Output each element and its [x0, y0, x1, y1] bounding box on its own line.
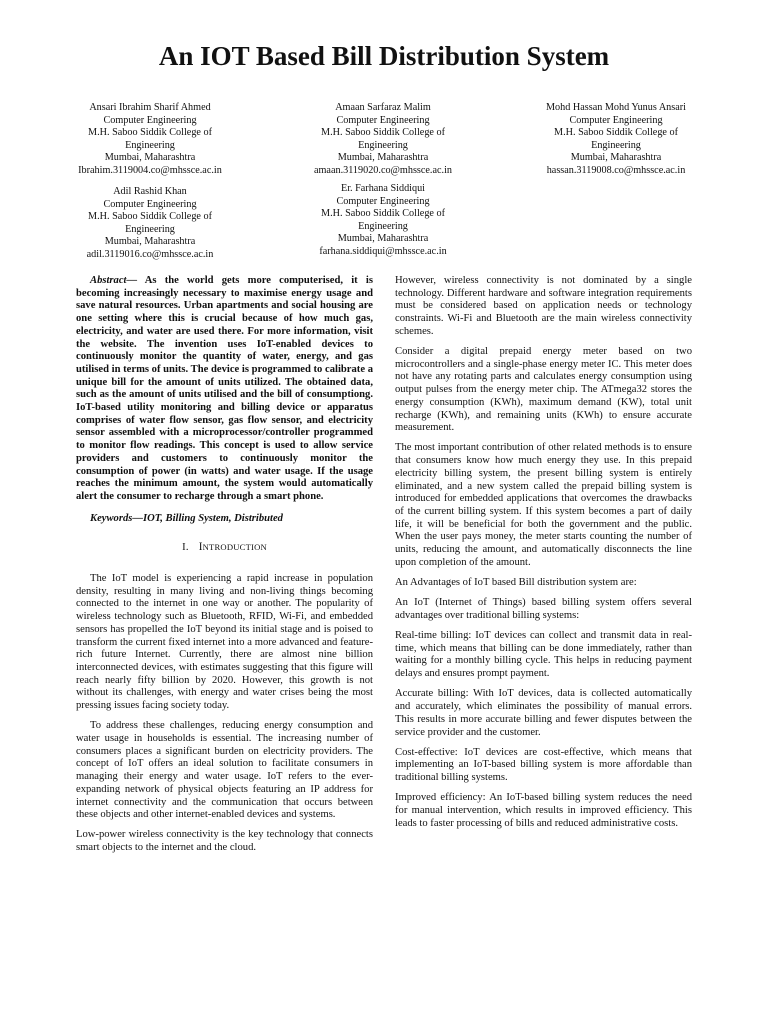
- paragraph: An IoT (Internet of Things) based billing system offers several advantages over traditional billing systems:: [395, 597, 692, 621]
- author-email: adil.3119016.co@mhssce.ac.in: [86, 248, 214, 260]
- abstract-text: As the world gets more computerised, it is becoming increasingly necessary to maximise energy usage and save natural resources. Urban apartments and social housing are one setting where this is crucial because of how much gas, electricity, and water are used there. For more information, visit the website. The invention uses IoT-enabled devices to continuously monitor the quantity of water, energy, and gas utilised in terms of units. The device is programmed to calibrate a unique bill for the amount of units utilized. The obtained data, such as the amount of units utilised and the bill of consumptiong. IoT-based utility monitoring and billing device or apparatus comprises of water flow sensor, gas flow sensor, and electricity sensor assembled with a microprocessor/controller programmed to monitor flow readings. This concept is used to allow service providers and customers to continuously monitor the consumption of power (in watts) and water usage. If the usage reaches the minimum amount, the system would automatically alert the consumer to recharge through a smart phone.: [76, 275, 373, 502]
- author-block: [268, 183, 498, 259]
- section-title-initial: I: [198, 541, 203, 554]
- author-college: M.H. Saboo Siddik College of: [321, 127, 445, 139]
- author-location: Mumbai, Maharashtra: [570, 152, 662, 164]
- author-location: Mumbai, Maharashtra: [337, 152, 429, 164]
- author-location: Mumbai, Maharashtra: [104, 236, 196, 248]
- right-column: [395, 275, 692, 838]
- section-number: I.: [182, 542, 189, 554]
- author-college: Engineering: [125, 139, 175, 151]
- author-block: [35, 186, 265, 262]
- paragraph: The IoT model is experiencing a rapid increase in population density, resulting in many living and non-living things becoming connected to the internet in one way or another. The popularity of wireless technology such as Bluetooth, RFID, Wi-Fi, and embedded sensors has propelled the IoT beyond its initial stage and is poised to transform the current fixed internet into a more advanced and feature-rich future Internet. Currently, there are almost nine billion interconnected devices, with estimates suggesting that this figure will reach nearly fifty billion by 2020. However, this growth is not without its challenges, with energy and water crises being the most pressing issues facing society today.: [76, 573, 373, 712]
- abstract-label: Abstract—: [90, 275, 138, 286]
- author-college: Engineering: [358, 139, 408, 151]
- author-location: Mumbai, Maharashtra: [104, 152, 196, 164]
- advantage-item: Real-time billing: IoT devices can collect and transmit data in real-time, which means that billing can be done immediately, rather than waiting for a monthly billing cycle. This helps in reducing payment delays and ensures prompt payment.: [395, 630, 692, 680]
- left-column: [76, 275, 373, 862]
- author-dept: Computer Engineering: [103, 198, 197, 210]
- author-email: farhana.siddiqui@mhssce.ac.in: [319, 245, 447, 257]
- section-title-rest: NTRODUCTION: [202, 542, 267, 553]
- author-dept: Computer Engineering: [103, 114, 197, 126]
- paragraph: To address these challenges, reducing energy consumption and water usage in households is essential. The increasing number of consumers places a significant burden on electricity providers. The concept of IoT offers an ideal solution to facilitate consumers in managing their energy and water usage. IoT refers to the ever-expanding network of physical objects featuring an IP address for internet connectivity and the communication that occurs between these objects and other internet-enabled devices and systems.: [76, 720, 373, 821]
- author-block: [35, 102, 265, 178]
- author-name: Mohd Hassan Mohd Yunus Ansari: [546, 102, 686, 113]
- author-college: Engineering: [358, 220, 408, 232]
- author-college: M.H. Saboo Siddik College of: [554, 127, 678, 139]
- paragraph: The most important contribution of other related methods is to ensure that consumers know how much energy they use. In this prepaid electricity billing system, the present billing system is entirely eliminated, and a new system called the prepaid billing system is introduced for embedded applications that overcomes the drawbacks of the current billing system. If this system becomes a part of daily life, it will be beneficial for both the government and the public. When the user pays money, the meter starts counting the number of units, reducing the amount, and automatically disconnects the line upon completion of the amount.: [395, 442, 692, 568]
- author-dept: Computer Engineering: [336, 114, 430, 126]
- author-email: amaan.3119020.co@mhssce.ac.in: [313, 164, 452, 176]
- author-college: M.H. Saboo Siddik College of: [88, 211, 212, 223]
- author-name: Adil Rashid Khan: [113, 186, 187, 197]
- paper-title: An IOT Based Bill Distribution System: [158, 41, 610, 71]
- author-block: [268, 102, 498, 178]
- author-email: hassan.3119008.co@mhssce.ac.in: [546, 164, 686, 176]
- author-email: Ibrahim.3119004.co@mhssce.ac.in: [78, 164, 222, 176]
- advantage-item: Cost-effective: IoT devices are cost-effective, which means that implementing an IoT-based billing system is more affordable than traditional billing systems.: [395, 746, 692, 784]
- author-name: Er. Farhana Siddiqui: [340, 183, 426, 194]
- author-college: Engineering: [591, 139, 641, 151]
- author-dept: Computer Engineering: [336, 195, 430, 207]
- author-name: Ansari Ibrahim Sharif Ahmed: [89, 102, 211, 113]
- author-college: Engineering: [125, 223, 175, 235]
- paragraph: Low-power wireless connectivity is the key technology that connects smart objects to the internet and the cloud.: [76, 829, 373, 854]
- author-college: M.H. Saboo Siddik College of: [88, 127, 212, 139]
- author-location: Mumbai, Maharashtra: [337, 233, 429, 245]
- author-college: M.H. Saboo Siddik College of: [321, 208, 445, 220]
- section-heading-introduction: [76, 541, 373, 555]
- advantage-item: Improved efficiency: An IoT-based billing system reduces the need for manual intervention, which results in improved efficiency. This leads to faster processing of bills and reduced administrative costs.: [395, 792, 692, 829]
- abstract: [76, 275, 373, 504]
- keywords: Keywords—IOT, Billing System, Distributed: [90, 512, 283, 524]
- author-name: Amaan Sarfaraz Malim: [335, 102, 431, 113]
- paragraph: Consider a digital prepaid energy meter based on two microcontrollers and a single-phase energy meter IC. This meter does not have any rotating parts and calculates energy consumption using output pulses from the energy meter chip. The ATmega32 stores the energy consumption (KWh), maximum demand (KW), total unit recharge (KWh), and remaining units (KWh) to ensure accurate measurement.: [395, 346, 692, 434]
- author-dept: Computer Engineering: [569, 114, 663, 126]
- paragraph: However, wireless connectivity is not dominated by a single technology. Different hardware and software integration requirements must be considered based on application needs or technology constraints. Wi-Fi and Bluetooth are the main wireless connectivity schemes.: [395, 275, 692, 337]
- author-block: [501, 102, 731, 178]
- advantage-item: Accurate billing: With IoT devices, data is collected automatically and accurately, which eliminates the possibility of manual errors. This results in more accurate billing and fewer disputes between the service provider and the customer.: [395, 688, 692, 738]
- paragraph: An Advantages of IoT based Bill distribution system are:: [395, 576, 637, 588]
